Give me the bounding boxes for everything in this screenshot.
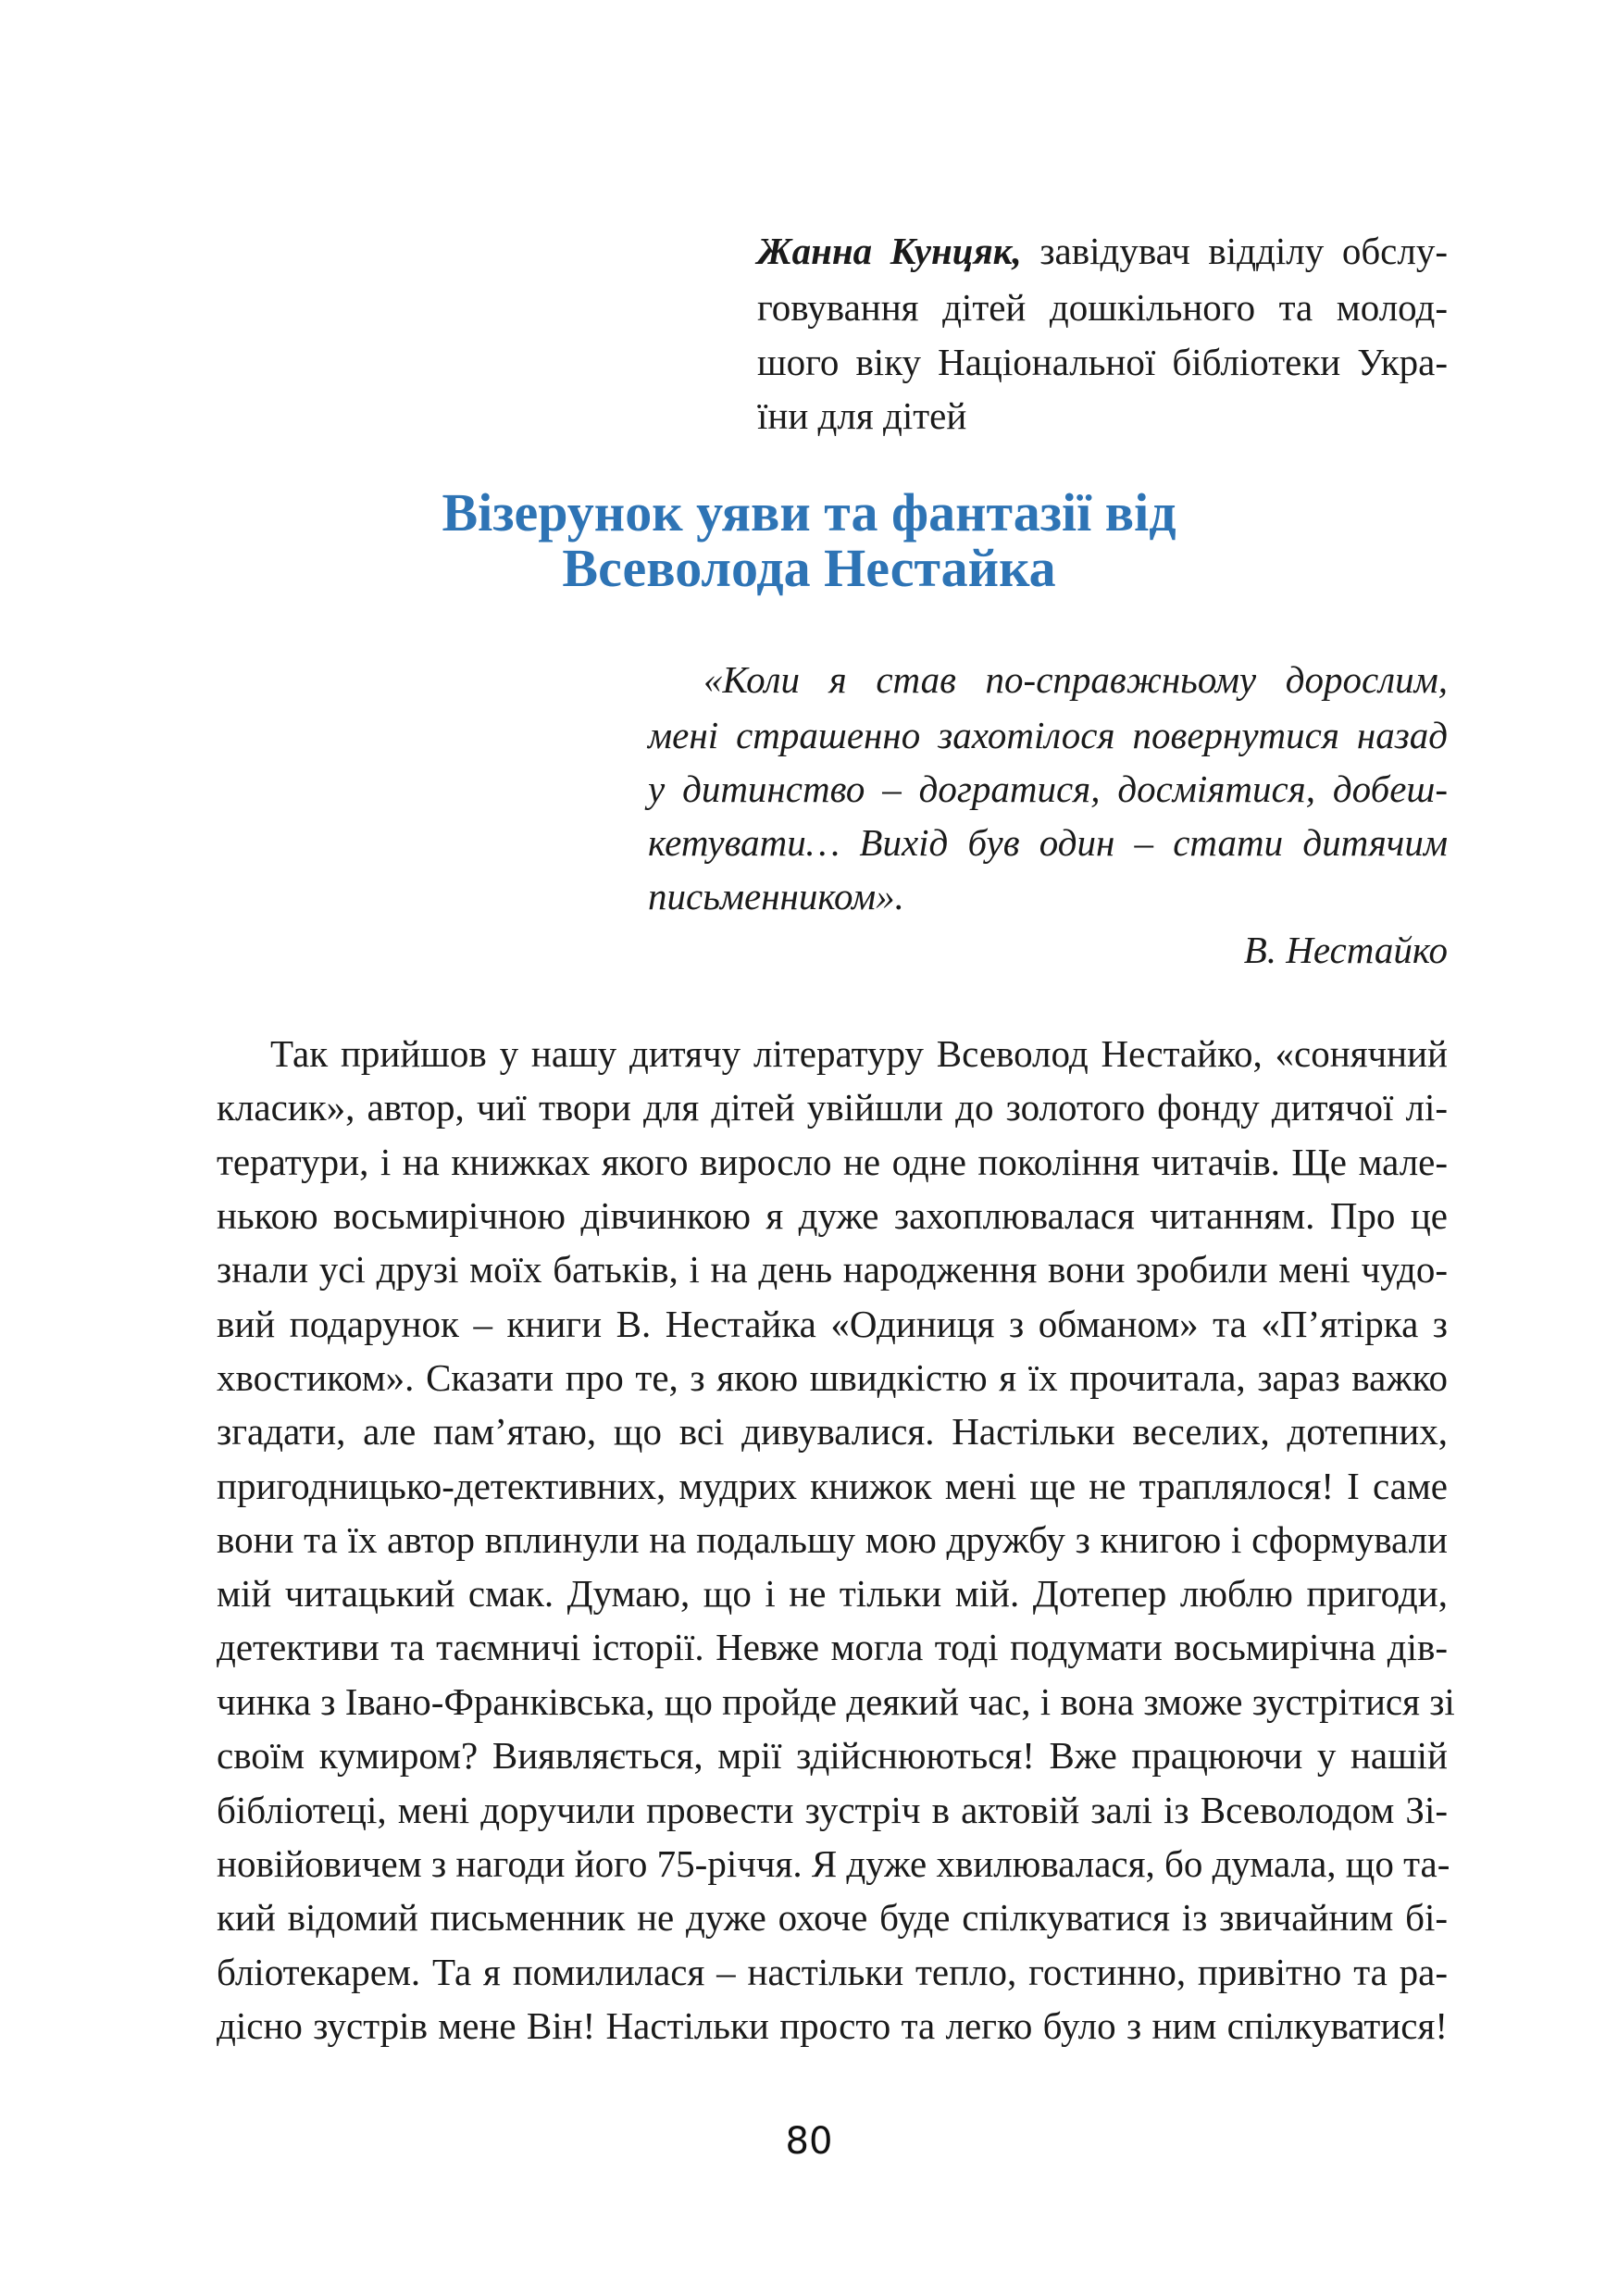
body-line-11: мій читацький смак. Думаю, що і не тільки мій. Дотепер люблю пригоди, [217,1572,1448,1615]
epigraph-line-5: письменником». [648,875,904,917]
body-line-17: кий відомий письменник не дуже охоче буде спілкуватися із звичайним бі- [217,1896,1448,1939]
body-line-7: хвостиком». Сказати про те, з якою швидкістю я їх прочитала, зараз важко [217,1356,1448,1399]
author-line-3: шого віку Національної бібліотеки Укра- [757,341,1448,383]
body-line-15: бібліотеці, мені доручили провести зустріч в актовій залі із Всеволодом Зі- [217,1789,1448,1831]
author-line-1 [757,227,1448,275]
body-line-16: новійовичем з нагоди його 75-річчя. Я дуже хвилювалася, бо думала, що та- [217,1842,1450,1885]
epigraph-line-3: у дитинство – догратися, досміятися, добеш- [648,767,1448,810]
author-line-4: їни для дітей [757,394,967,437]
article-title-line-2: Всеволода Нестайка [562,538,1056,598]
body-line-13: чинка з Івано-Франківська, що пройде деякий час, і вона зможе зустрітися зі [217,1680,1455,1723]
body-line-8: згадати, але пам’ятаю, що всі дивувалися. Настільки веселих, дотепних, [217,1410,1448,1453]
article-title-line-1: Візерунок уяви та фантазії від [442,482,1176,543]
body-line-2: класик», автор, чиї твори для дітей увійшли до золотого фонду дитячої лі- [217,1086,1448,1129]
body-line-14: своїм кумиром? Виявляється, мрії здійснюються! Вже працюючи у нашій [217,1734,1448,1777]
body-line-1: Так прийшов у нашу дитячу літературу Всеволод Нестайко, «сонячний [270,1032,1448,1075]
author-name: Жанна Кунцяк, [757,230,1022,272]
epigraph-line-4: кетувати… Вихід був один – стати дитячим [648,821,1448,864]
body-line-4: нькою восьмирічною дівчинкою я дуже захоплювалася читанням. Про це [217,1194,1448,1237]
body-line-18: бліотекарем. Та я помилилася – настільки тепло, гостинно, привітно та ра- [217,1951,1448,1993]
epigraph-line-1: «Коли я став по-справжньому дорослим, [703,658,1448,701]
page-number: 80 [785,2120,833,2163]
body-line-10: вони та їх автор вплинули на подальшу мою дружбу з книгою і сформували [217,1518,1448,1561]
epigraph-line-2: мені страшенно захотілося повернутися назад [648,714,1448,756]
author-line-2: говування дітей дошкільного та молод- [757,286,1448,329]
body-line-6: вий подарунок – книги В. Нестайка «Одиниця з обманом» та «П’ятірка з [217,1303,1448,1345]
body-line-9: пригодницько-детективних, мудрих книжок мені ще не траплялося! І саме [217,1465,1448,1507]
body-line-3: тератури, і на книжках якого виросло не одне покоління читачів. Ще мале- [217,1141,1448,1183]
body-line-12: детективи та таємничі історії. Невже могла тоді подумати восьмирічна дів- [217,1626,1448,1668]
body-line-5: знали усі друзі моїх батьків, і на день народження вони зробили мені чудо- [217,1248,1448,1291]
epigraph-attribution: В. Нестайко [1243,929,1448,971]
author-role-start: завідувач відділу обслу- [1021,230,1448,272]
body-line-19: дісно зустрів мене Він! Настільки просто та легко було з ним спілкуватися! [217,2004,1448,2047]
